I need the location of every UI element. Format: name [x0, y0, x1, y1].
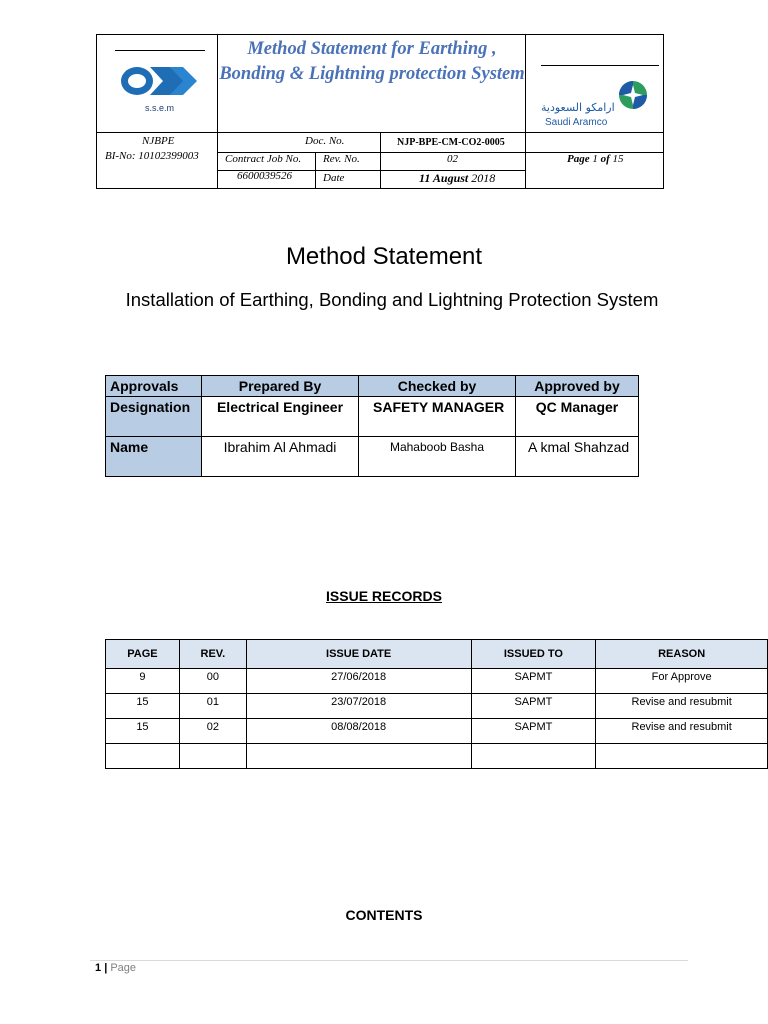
approvals-table	[105, 375, 639, 477]
prepared-by-designation: Electrical Engineer	[202, 397, 359, 437]
cell-issue-date: 08/08/2018	[246, 719, 471, 744]
cell-reason: For Approve	[596, 669, 768, 694]
footer-divider	[90, 960, 688, 961]
table-row	[106, 694, 768, 719]
cell-rev: 00	[179, 669, 246, 694]
date-label: Date	[323, 172, 345, 184]
rev-value: 02	[447, 153, 458, 165]
aramco-star-icon	[537, 71, 657, 137]
cell-reason: Revise and resubmit	[596, 694, 768, 719]
table-row	[106, 669, 768, 694]
cell-rev	[179, 744, 246, 769]
designation-row	[106, 397, 639, 437]
cell-issue-date: 23/07/2018	[246, 694, 471, 719]
date-value: 11 August 2018	[419, 171, 496, 185]
checked-by-header: Checked by	[359, 376, 516, 397]
aramco-arabic-text: ارامكو السعودية	[541, 101, 615, 114]
prepared-by-name: Ibrahim Al Ahmadi	[202, 437, 359, 477]
cell-issued-to: SAPMT	[471, 669, 596, 694]
cell-issue-date: 27/06/2018	[246, 669, 471, 694]
page-title: Method Statement	[285, 243, 483, 270]
issue-records-table	[105, 639, 768, 769]
cell-issued-to	[471, 744, 596, 769]
col-issued-to-header: ISSUED TO	[471, 640, 596, 669]
checked-by-name: Mahaboob Basha	[359, 437, 516, 477]
company-code: NJBPE	[142, 135, 175, 147]
contract-label: Contract Job No.	[225, 153, 302, 165]
bi-number: BI-No: 10102399003	[105, 150, 199, 162]
cell-reason	[596, 744, 768, 769]
cell-reason: Revise and resubmit	[596, 719, 768, 744]
page-indicator: Page 1 of 15	[567, 153, 624, 165]
footer-separator: |	[104, 962, 108, 974]
ssem-logo-icon	[115, 61, 201, 121]
checked-by-designation: SAFETY MANAGER	[359, 397, 516, 437]
cell-page	[106, 744, 180, 769]
name-row	[106, 437, 639, 477]
cell-page: 15	[106, 719, 180, 744]
doc-no-label: Doc. No.	[305, 135, 345, 147]
col-rev-header: REV.	[179, 640, 246, 669]
cell-issue-date	[246, 744, 471, 769]
approvals-header: Approvals	[106, 376, 202, 397]
col-issue-date-header: ISSUE DATE	[246, 640, 471, 669]
name-label: Name	[106, 437, 202, 477]
prepared-by-header: Prepared By	[202, 376, 359, 397]
table-row	[106, 719, 768, 744]
document-header	[96, 34, 664, 189]
header-title: Method Statement for Earthing , Bonding & Lightning protection System	[219, 39, 525, 84]
rev-label: Rev. No.	[323, 153, 360, 165]
aramco-logo-text: Saudi Aramco	[545, 117, 608, 128]
footer-page-number: 1	[95, 962, 102, 974]
issue-header-row	[106, 640, 768, 669]
cell-page: 15	[106, 694, 180, 719]
page-subtitle: Installation of Earthing, Bonding and Lightning Protection System	[125, 289, 659, 310]
approved-by-header: Approved by	[516, 376, 639, 397]
issue-records-title: ISSUE RECORDS	[326, 588, 442, 604]
contents-title: CONTENTS	[345, 907, 423, 923]
footer-page-word: Page	[110, 962, 137, 974]
approved-by-name: A kmal Shahzad	[516, 437, 639, 477]
cell-issued-to: SAPMT	[471, 719, 596, 744]
contract-value: 6600039526	[237, 170, 292, 182]
doc-no-value: NJP-BPE-CM-CO2-0005	[397, 137, 505, 148]
table-row	[106, 744, 768, 769]
designation-label: Designation	[106, 397, 202, 437]
col-page-header: PAGE	[106, 640, 180, 669]
cell-issued-to: SAPMT	[471, 694, 596, 719]
cell-rev: 01	[179, 694, 246, 719]
cell-page: 9	[106, 669, 180, 694]
approvals-header-row	[106, 376, 639, 397]
ssem-logo-text: s.s.e.m	[145, 103, 175, 113]
approved-by-designation: QC Manager	[516, 397, 639, 437]
page-footer	[95, 962, 136, 974]
cell-rev: 02	[179, 719, 246, 744]
col-reason-header: REASON	[596, 640, 768, 669]
